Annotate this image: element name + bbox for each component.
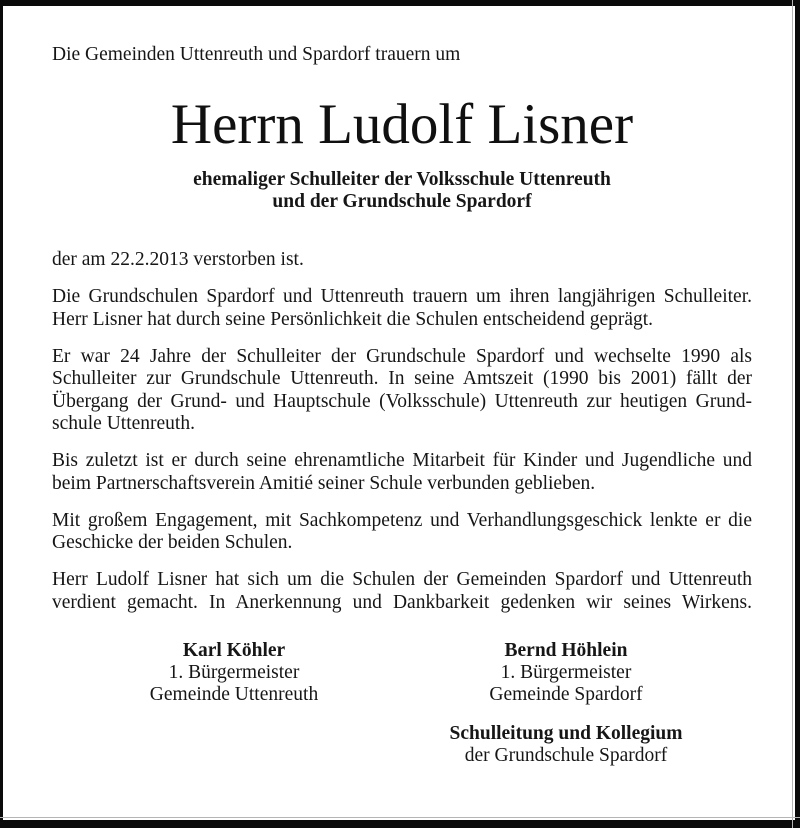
- signature-org-uttenreuth: Gemeinde Uttenreuth: [149, 684, 319, 706]
- signature-name-bernd-hoehlein: Bernd Höhlein: [504, 640, 628, 662]
- signature-name-karl-koehler: Karl Köhler: [182, 640, 286, 662]
- signature-org-spardorf: Gemeinde Spardorf: [489, 684, 643, 706]
- signature-name-school-board: Schulleitung und Kollegium: [449, 723, 683, 745]
- frame-bottom-border: [0, 820, 800, 828]
- subtitle-line-2: und der Grundschule Spardorf: [272, 190, 532, 212]
- paragraph-engagement: Mit großem Engagement, mit Sachkompetenz und Verhandlungsgeschick lenkte er die Geschicke der beiden Schulen.: [52, 509, 752, 554]
- signature-school-board: [416, 723, 716, 767]
- paragraph-schools-mourn: Die Grundschulen Spardorf und Uttenreuth trauern um ihren langjährigen Schulleiter. Herr Lisner hat durch seine Persönlichkeit die Schulen entscheidend geprägt.: [52, 286, 752, 330]
- signatures-row: [52, 640, 752, 706]
- signature-role-spardorf: 1. Bürgermeister: [500, 662, 632, 684]
- death-date-line: der am 22.2.2013 verstorben ist.: [52, 249, 304, 271]
- scan-edge-bottom: [0, 817, 800, 818]
- paragraph-gratitude: Herr Ludolf Lisner hat sich um die Schulen der Gemeinden Spardorf und Uttenreuth verdient gemacht. In Anerkennung und Dankbarkeit gedenken wir seines Wirkens.: [52, 569, 752, 613]
- paragraph-volunteer-work: Bis zuletzt ist er durch seine ehrenamtliche Mitarbeit für Kinder und Jugendliche und beim Partnerschaftsverein Amitié seiner Schule verbunden geblieben.: [52, 450, 752, 494]
- paragraph-career: Er war 24 Jahre der Schulleiter der Grundschule Spardorf und wechselte 1990 als Schulleiter zur Grundschule Uttenreuth. In seine Amtszeit (1990 bis 2001) fällt der Übergang der Grund- und Hauptschule (Volksschule) Uttenreuth zur heutigen Grundschule Uttenreuth.: [52, 345, 752, 435]
- signature-uttenreuth: [52, 640, 416, 706]
- signature-org-school-board: der Grundschule Spardorf: [464, 745, 668, 767]
- subtitle-block: [52, 169, 752, 212]
- intro-line: Die Gemeinden Uttenreuth und Spardorf trauern um: [52, 44, 461, 65]
- deceased-name-title: Herrn Ludolf Lisner: [170, 93, 634, 156]
- signature-spardorf: [416, 640, 716, 706]
- signature-role-uttenreuth: 1. Bürgermeister: [168, 662, 300, 684]
- subtitle-line-1: ehemaliger Schulleiter der Volksschule Uttenreuth: [193, 169, 611, 191]
